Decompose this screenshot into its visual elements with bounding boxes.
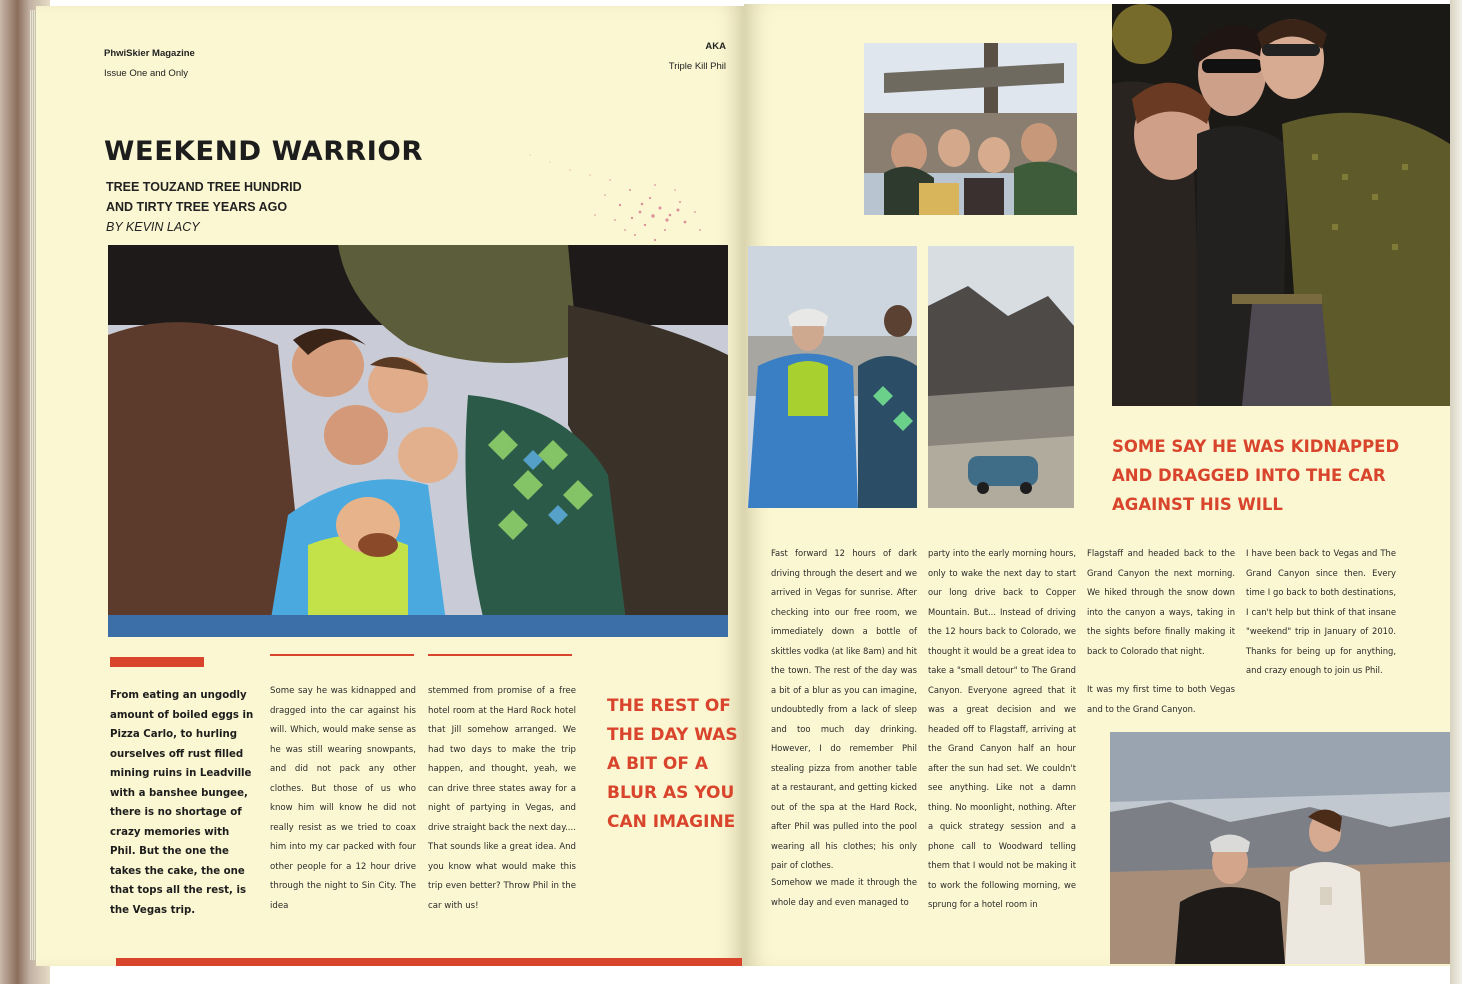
right-column-4: I have been back to Vegas and The Grand Canyon since then. Every time I go back to both destinations, I can't help but think of that insane "weekend" trip in January of 2010. Thanks for being up for anything, and crazy enough to join us Phil. — [1246, 548, 1396, 675]
lead-paragraph: From eating an ungodly amount of boiled eggs in Pizza Carlo, to hurling ourselves off rust filled mining ruins in Leadville with a banshee bungee, there is no shortage of crazy memories with Phil. But the one the takes the cake, the one that tops all the rest, is the Vegas trip. — [110, 690, 254, 916]
vegas-bar-photo — [864, 43, 1077, 215]
pull-quote-left: THE REST OF THE DAY WAS A BIT OF A BLUR AS YOU CAN IMAGINE — [607, 696, 738, 832]
right-column-1a: Fast forward 12 hours of dark driving through the desert and we arrived in Vegas for sunrise. After checking into our free room, we immediately down a bottle of skittles vodka (at like 8am) and hit the town. The rest of the day was a bit of a blur as you can imagine, undoubtedly from a lack of sleep and too much day drinking. However, I do remember Phil stealing pizza from another table at a restaurant, and getting kicked out of the spa at the Hard Rock, after Phil was pulled into the pool wearing all his clothes; his only pair of clothes. — [771, 548, 917, 870]
magazine-name: PhwiSkier Magazine — [104, 48, 195, 59]
lead-accent-rule — [110, 657, 204, 667]
grand-canyon-photo — [1110, 732, 1450, 964]
right-column-2: party into the early morning hours, only to wake the next day to start our long drive back to Copper Mountain. But... Instead of driving the 12 hours back to Colorado, we thought it would be a great idea to take a "small detour" to The Grand Canyon. Everyone agreed that it was a great decision and we headed off to Flagstaff, arriving at the Grand Canyon half an hour after the sun had set. We couldn't see anything. Like not a damn thing. No moonlight, nothing. After a quick strategy session and a phone call to Woodward telling them that I would not be making it to work the following morning, we sprung for a hotel room in — [928, 548, 1076, 909]
bottom-red-bar — [116, 958, 742, 966]
aka-name: Triple Kill Phil — [668, 61, 726, 72]
issue-label: Issue One and Only — [104, 68, 188, 79]
right-column-3b: It was my first time to both Vegas and to the Grand Canyon. — [1087, 684, 1235, 714]
overlook-photo — [748, 246, 917, 508]
article-title: WEEKEND WARRIOR — [104, 136, 424, 167]
right-column-1b: Somehow we made it through the whole day and even managed to — [771, 877, 917, 907]
column-rule-2 — [270, 654, 414, 656]
party-photo — [1112, 4, 1450, 406]
splatter-decoration — [470, 120, 720, 250]
book-edge-right — [1450, 0, 1462, 984]
mountain-car-photo — [928, 246, 1074, 508]
group-photo-circle — [108, 245, 728, 637]
subtitle-line-1: TREE TOUZAND TREE HUNDRID — [106, 180, 302, 194]
byline: BY KEVIN LACY — [106, 220, 200, 234]
column-rule-3 — [428, 654, 572, 656]
body-column-3: stemmed from promise of a free hotel room at the Hard Rock hotel that Jill somehow arranged. We had two days to make the trip happen, and thought, yeah, we can drive three states away for a night of partying in Vegas, and drive straight back the next day.... That sounds like a great idea. And you know what would make this trip even better? Throw Phil in the car with us! — [428, 686, 576, 911]
pull-quote-right: SOME SAY HE WAS KIDNAPPED AND DRAGGED INTO THE CAR AGAINST HIS WILL — [1112, 437, 1400, 514]
right-column-3a: Flagstaff and headed back to the Grand Canyon the next morning. We hiked through the snow down into the canyon a ways, taking in the sights before finally making it back to Colorado that night. — [1087, 548, 1235, 656]
aka-label: AKA — [705, 41, 726, 52]
subtitle-line-2: AND TIRTY TREE YEARS AGO — [106, 200, 288, 214]
body-column-2: Some say he was kidnapped and dragged into the car against his will. Which, would make sense as he was still wearing snowpants, and did not pack any other clothes. But those of us who know him will know he did not really resist as we tried to coax him into my car packed with four other people for a 12 hour drive through the night to Sin City. The idea — [270, 686, 416, 911]
